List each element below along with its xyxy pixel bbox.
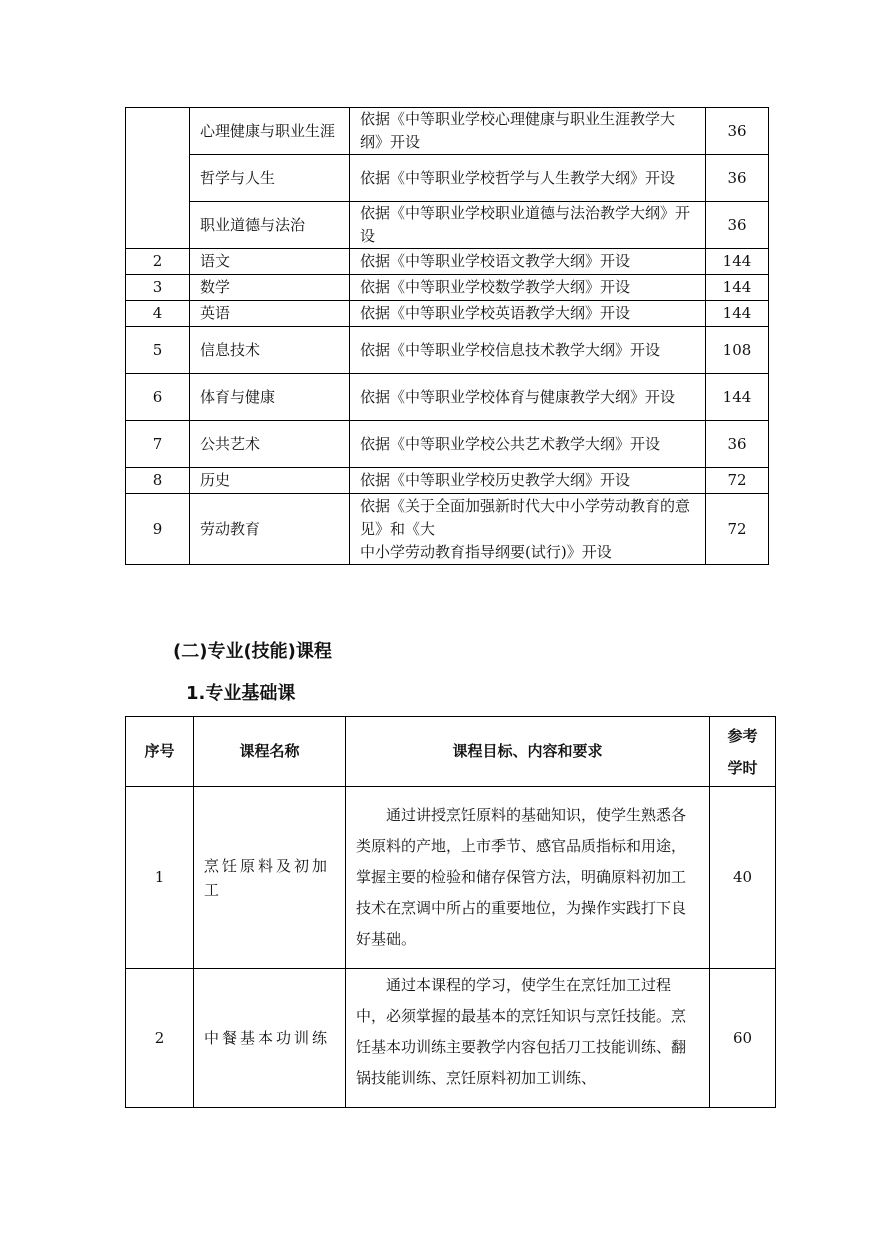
table-row bbox=[126, 155, 769, 202]
course-hours-cell: 108 bbox=[706, 327, 769, 374]
course-content-cell: 通过讲授烹饪原料的基础知识，使学生熟悉各类原料的产地，上市季节、感官品质指标和用途，掌握主要的检验和储存保管方法，明确原料初加工技术在烹调中所占的重要地位，为操作实践打下良好基础。 bbox=[346, 787, 710, 969]
row-number-cell: 7 bbox=[126, 421, 190, 468]
course-desc-cell: 依据《中等职业学校心理健康与职业生涯教学大纲》开设 bbox=[350, 108, 706, 155]
course-name-cell: 语文 bbox=[190, 249, 350, 275]
table-row bbox=[126, 468, 769, 494]
subsection-heading: 1.专业基础课 bbox=[186, 683, 296, 704]
course-hours-cell: 60 bbox=[710, 969, 776, 1108]
course-desc-cell: 依据《中等职业学校公共艺术教学大纲》开设 bbox=[350, 421, 706, 468]
row-number-cell: 9 bbox=[126, 494, 190, 565]
row-number-cell: 1 bbox=[126, 787, 194, 969]
course-desc-line: 中小学劳动教育指导纲要(试行)》开设 bbox=[360, 542, 612, 561]
course-name-cell: 体育与健康 bbox=[190, 374, 350, 421]
course-hours-cell: 36 bbox=[706, 108, 769, 155]
course-hours-cell: 144 bbox=[706, 301, 769, 327]
table-row bbox=[126, 969, 776, 1108]
course-desc-cell bbox=[350, 494, 706, 565]
course-desc-cell: 依据《中等职业学校职业道德与法治教学大纲》开设 bbox=[350, 202, 706, 249]
course-desc-cell: 依据《中等职业学校体育与健康教学大纲》开设 bbox=[350, 374, 706, 421]
course-desc-cell: 依据《中等职业学校历史教学大纲》开设 bbox=[350, 468, 706, 494]
row-number-cell: 6 bbox=[126, 374, 190, 421]
table-row bbox=[126, 421, 769, 468]
course-name-cell: 劳动教育 bbox=[190, 494, 350, 565]
course-desc-cell: 依据《中等职业学校信息技术教学大纲》开设 bbox=[350, 327, 706, 374]
table-row bbox=[126, 249, 769, 275]
course-name-cell: 数学 bbox=[190, 275, 350, 301]
table-row bbox=[126, 108, 769, 155]
course-name-cell: 信息技术 bbox=[190, 327, 350, 374]
table-row bbox=[126, 202, 769, 249]
row-number-cell: 5 bbox=[126, 327, 190, 374]
course-desc-line: 依据《关于全面加强新时代大中小学劳动教育的意见》和《大 bbox=[360, 496, 691, 538]
header-course-content: 课程目标、内容和要求 bbox=[346, 717, 710, 787]
course-hours-cell: 72 bbox=[706, 494, 769, 565]
public-courses-table bbox=[125, 107, 769, 565]
row-number-cell: 8 bbox=[126, 468, 190, 494]
course-hours-cell: 36 bbox=[706, 421, 769, 468]
table-row bbox=[126, 374, 769, 421]
course-name-cell: 心理健康与职业生涯 bbox=[190, 108, 350, 155]
table-row bbox=[126, 275, 769, 301]
course-hours-cell: 144 bbox=[706, 275, 769, 301]
section-heading: (二)专业(技能)课程 bbox=[173, 641, 332, 662]
course-desc-cell: 依据《中等职业学校英语教学大纲》开设 bbox=[350, 301, 706, 327]
row-number-cell: 2 bbox=[126, 249, 190, 275]
row-number-cell: 4 bbox=[126, 301, 190, 327]
course-name-cell: 英语 bbox=[190, 301, 350, 327]
course-name-cell: 历史 bbox=[190, 468, 350, 494]
course-hours-cell: 72 bbox=[706, 468, 769, 494]
course-desc-cell: 依据《中等职业学校数学教学大纲》开设 bbox=[350, 275, 706, 301]
header-hours-line: 参考 bbox=[727, 726, 758, 745]
header-course-name: 课程名称 bbox=[194, 717, 346, 787]
table-row bbox=[126, 494, 769, 565]
header-hours bbox=[710, 717, 776, 787]
row-number-cell: 3 bbox=[126, 275, 190, 301]
row-number-cell bbox=[126, 108, 190, 249]
course-content-text: 通过本课程的学习，使学生在烹饪加工过程中，必须掌握的最基本的烹饪知识与烹饪技能。烹饪基本功训练主要教学内容包括刀工技能训练、翻锅技能训练、烹饪原料初加工训练、 bbox=[356, 975, 687, 1087]
course-hours-cell: 36 bbox=[706, 202, 769, 249]
course-hours-cell: 36 bbox=[706, 155, 769, 202]
course-hours-cell: 40 bbox=[710, 787, 776, 969]
header-hours-line: 学时 bbox=[727, 758, 758, 777]
course-name-cell: 哲学与人生 bbox=[190, 155, 350, 202]
course-desc-cell: 依据《中等职业学校语文教学大纲》开设 bbox=[350, 249, 706, 275]
header-number: 序号 bbox=[126, 717, 194, 787]
table-row bbox=[126, 301, 769, 327]
course-hours-cell: 144 bbox=[706, 374, 769, 421]
professional-basic-courses-table bbox=[125, 716, 776, 1108]
course-name-cell: 烹饪原料及初加工 bbox=[194, 787, 346, 969]
table-header-row bbox=[126, 717, 776, 787]
course-name-cell: 职业道德与法治 bbox=[190, 202, 350, 249]
row-number-cell: 2 bbox=[126, 969, 194, 1108]
course-hours-cell: 144 bbox=[706, 249, 769, 275]
table-row bbox=[126, 327, 769, 374]
course-name-cell: 中餐基本功训练 bbox=[194, 969, 346, 1108]
course-name-cell: 公共艺术 bbox=[190, 421, 350, 468]
course-desc-cell: 依据《中等职业学校哲学与人生教学大纲》开设 bbox=[350, 155, 706, 202]
table-row bbox=[126, 787, 776, 969]
course-content-cell bbox=[346, 969, 710, 1108]
